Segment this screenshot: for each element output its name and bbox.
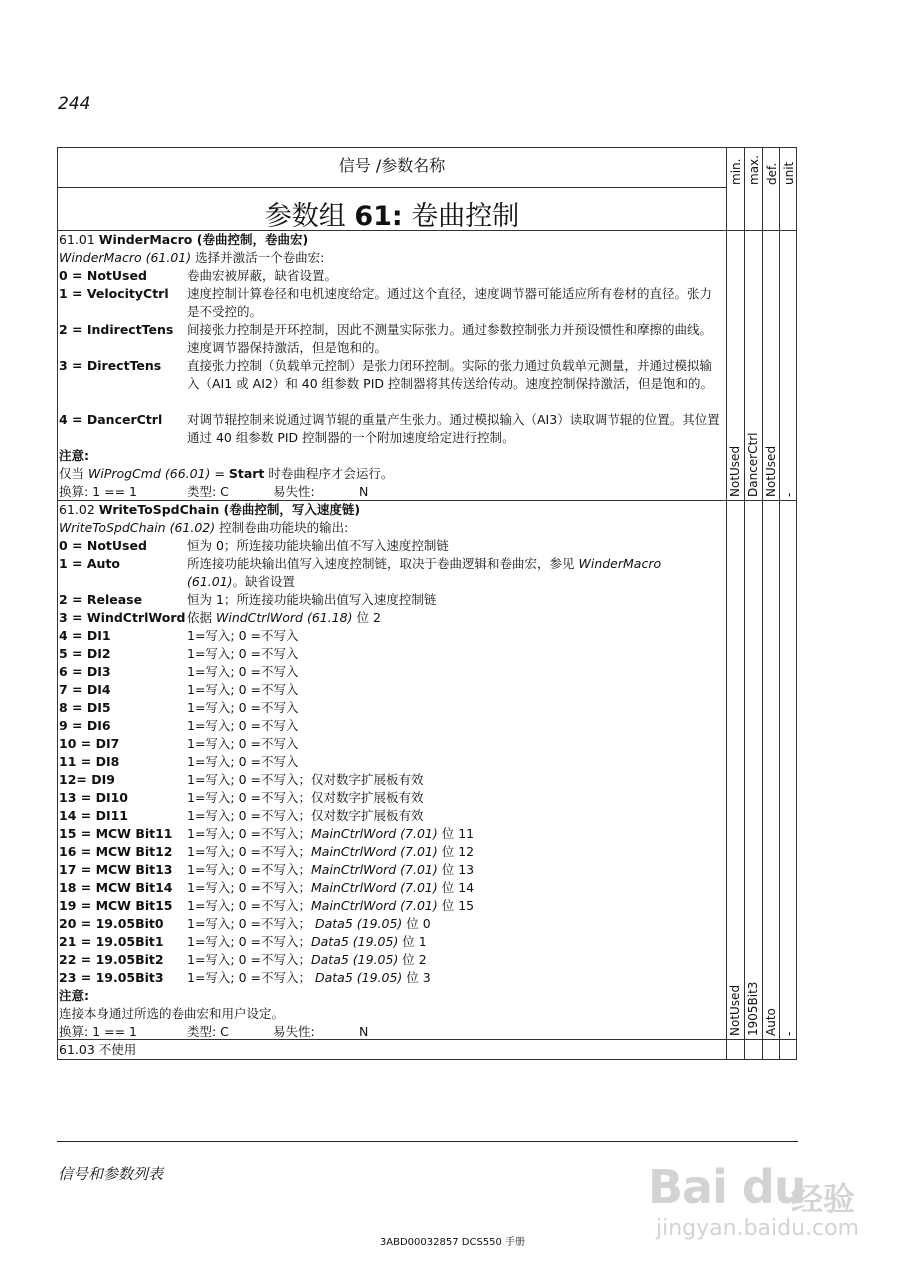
option-row xyxy=(59,735,725,753)
option-desc xyxy=(187,825,723,843)
option-row xyxy=(59,807,725,825)
p6101-max: DancerCtrl xyxy=(746,432,760,497)
option-desc xyxy=(187,879,723,897)
option-row xyxy=(59,861,725,879)
col-divider-min xyxy=(726,148,727,1059)
option-key: 23 = 19.05Bit3 xyxy=(59,970,164,985)
param-6101-note: 仅当 WiProgCmd (66.01) = Start 时卷曲程序才会运行。 xyxy=(59,466,394,481)
watermark-cn: 经验 xyxy=(791,1180,856,1218)
option-desc: 卷曲宏被屏蔽，缺省设置。 xyxy=(187,268,338,283)
col-divider-unit xyxy=(779,148,780,1059)
option-desc-pre: 1=写入; 0 =不写入； xyxy=(187,898,312,913)
option-desc xyxy=(187,915,723,933)
option-desc xyxy=(187,969,723,987)
option-key: 15 = MCW Bit11 xyxy=(59,826,173,841)
option-row xyxy=(59,933,725,951)
option-row xyxy=(59,627,725,645)
option-key: 1 = VelocityCtrl xyxy=(59,286,169,301)
option-row xyxy=(59,699,725,717)
option-key: 10 = DI7 xyxy=(59,736,120,751)
p6101-unit: - xyxy=(782,492,796,497)
option-row xyxy=(59,969,725,987)
header-divider xyxy=(58,187,726,188)
p6102-def: Auto xyxy=(764,1008,778,1036)
option-row xyxy=(59,321,725,357)
option-key: 7 = DI4 xyxy=(59,682,111,697)
p6101-min: NotUsed xyxy=(728,445,742,497)
option-key: 6 = DI3 xyxy=(59,664,111,679)
option-row: 0 = NotUsed 恒为 0；所连接功能块输出值不写入速度控制链 xyxy=(59,538,449,553)
option-row xyxy=(59,681,725,699)
option-key: 19 = MCW Bit15 xyxy=(59,898,173,913)
watermark-logo: Bai du xyxy=(648,1160,806,1214)
col-head-unit: unit xyxy=(782,161,796,185)
option-desc: 1=写入; 0 =不写入 xyxy=(187,682,299,697)
option-key: 14 = DI11 xyxy=(59,808,128,823)
option-desc-post: 位 11 xyxy=(437,826,475,841)
option-desc: 间接张力控制是开环控制，因此不测量实际张力。通过参数控制张力并预设惯性和摩擦的曲线。速度调节器保持激活，但是饱和的。 xyxy=(187,322,713,355)
option-desc: 1=写入; 0 =不写入 xyxy=(187,646,299,661)
option-row xyxy=(59,357,725,411)
option-desc-pre: 1=写入; 0 =不写入； xyxy=(187,826,312,841)
option-desc: 1=写入; 0 =不写入 xyxy=(187,664,299,679)
option-desc-pre: 1=写入; 0 =不写入； xyxy=(187,844,312,859)
col-head-def: def. xyxy=(765,162,779,185)
footer-doc-id: 3ABD00032857 DCS550 手册 xyxy=(379,1237,526,1248)
param-6102-meta: 换算: 1 == 1 类型: C 易失性: N xyxy=(59,1024,369,1039)
option-key: 13 = DI10 xyxy=(59,790,128,805)
option-desc xyxy=(187,951,723,969)
option-row xyxy=(59,825,725,843)
option-desc-ref: MainCtrlWord (7.01) xyxy=(311,898,438,913)
option-desc: 1=写入; 0 =不写入；仅对数字扩展板有效 xyxy=(187,808,424,823)
option-key: 20 = 19.05Bit0 xyxy=(59,916,164,931)
option-desc: 1=写入; 0 =不写入 xyxy=(187,736,299,751)
param-6101-meta: 换算: 1 == 1 类型: C 易失性: N xyxy=(59,484,369,499)
option-row: 3 = WindCtrlWord 依据 WindCtrlWord (61.18) 位 2 xyxy=(59,610,381,625)
option-key: 3 = DirectTens xyxy=(59,358,162,373)
option-desc xyxy=(187,897,723,915)
p6102-min: NotUsed xyxy=(728,984,742,1036)
option-desc-pre: 1=写入; 0 =不写入； xyxy=(187,970,315,985)
option-desc-post: 位 12 xyxy=(437,844,475,859)
option-desc-ref: MainCtrlWord (7.01) xyxy=(311,880,438,895)
option-row xyxy=(59,951,725,969)
page-number: 244 xyxy=(58,94,91,114)
option-desc-pre: 1=写入; 0 =不写入； xyxy=(187,862,312,877)
header-title: 信号 /参数名称 xyxy=(338,156,446,175)
p6101-def: NotUsed xyxy=(764,445,778,497)
option-key: 17 = MCW Bit13 xyxy=(59,862,173,877)
option-desc: 速度控制计算卷径和电机速度给定。通过这个直径，速度调节器可能适应所有卷材的直径。张力是不受控的。 xyxy=(187,286,713,319)
option-key: 4 = DI1 xyxy=(59,628,111,643)
option-desc: 1=写入; 0 =不写入 xyxy=(187,628,299,643)
param-6101-intro: WinderMacro (61.01) 选择并激活一个卷曲宏: xyxy=(59,250,325,265)
option-key: 18 = MCW Bit14 xyxy=(59,880,173,895)
watermark-url: jingyan.baidu.com xyxy=(656,1216,860,1241)
option-row xyxy=(59,411,725,447)
option-desc-pre: 1=写入; 0 =不写入； xyxy=(187,952,312,967)
option-desc-pre: 1=写入; 0 =不写入； xyxy=(187,934,312,949)
option-desc-post: 位 13 xyxy=(437,862,475,877)
option-desc-post: 位 2 xyxy=(398,952,427,967)
option-key: 12= DI9 xyxy=(59,772,115,787)
option-desc-ref: Data5 (19.05) xyxy=(315,970,403,985)
option-key: 16 = MCW Bit12 xyxy=(59,844,173,859)
option-desc: 对调节辊控制来说通过调节辊的重量产生张力。通过模拟输入（AI3）读取调节辊的位置。其位置通过 40 组参数 PID 控制器的一个附加速度给定进行控制。 xyxy=(187,412,720,445)
option-desc-post: 位 0 xyxy=(402,916,431,931)
option-row xyxy=(59,843,725,861)
option-desc: 1=写入; 0 =不写入 xyxy=(187,754,299,769)
p6102-unit: - xyxy=(782,1031,796,1036)
option-key: 22 = 19.05Bit2 xyxy=(59,952,164,967)
param-6102 xyxy=(59,501,725,1041)
option-row xyxy=(59,789,725,807)
baidu-watermark xyxy=(648,1152,868,1262)
option-desc: 直接张力控制（负载单元控制）是张力闭环控制。实际的张力通过负载单元测量，并通过模拟输入（AI1 或 AI2）和 40 组参数 PID 控制器将其传送给传动。速度控制保持激活，但是饱和的。 xyxy=(187,358,713,391)
option-key: 9 = DI6 xyxy=(59,718,111,733)
option-row xyxy=(59,915,725,933)
option-desc: 1=写入; 0 =不写入；仅对数字扩展板有效 xyxy=(187,772,424,787)
col-divider-max xyxy=(744,148,745,1059)
option-row: 2 = Release 恒为 1；所连接功能块输出值写入速度控制链 xyxy=(59,592,437,607)
option-desc-post: 位 14 xyxy=(437,880,475,895)
option-desc: 1=写入; 0 =不写入 xyxy=(187,718,299,733)
option-desc-ref: Data5 (19.05) xyxy=(311,934,399,949)
option-desc-ref: MainCtrlWord (7.01) xyxy=(311,826,438,841)
param-6103 xyxy=(59,1041,725,1059)
option-desc: 1=写入; 0 =不写入；仅对数字扩展板有效 xyxy=(187,790,424,805)
group-title: 参数组 61: 卷曲控制 xyxy=(264,201,520,232)
option-row xyxy=(59,879,725,897)
option-row xyxy=(59,753,725,771)
col-head-min: min. xyxy=(729,158,743,185)
option-desc-ref: Data5 (19.05) xyxy=(311,952,399,967)
option-desc xyxy=(187,933,723,951)
option-row: 1 = Auto 所连接功能块输出值写入速度控制链，取决于卷曲逻辑和卷曲宏，参见 WinderMacro (61.01)。缺省设置 xyxy=(59,556,662,589)
parameter-table xyxy=(57,147,797,1060)
option-row xyxy=(59,663,725,681)
option-row xyxy=(59,285,725,321)
footer-title: 信号和参数列表 xyxy=(58,1165,164,1183)
option-key: 2 = IndirectTens xyxy=(59,322,174,337)
param-6102-note: 连接本身通过所选的卷曲宏和用户设定。 xyxy=(59,1006,285,1021)
option-row xyxy=(59,717,725,735)
col-divider-def xyxy=(762,148,763,1059)
option-row xyxy=(59,771,725,789)
col-head-max: max. xyxy=(747,155,761,185)
option-key: 4 = DancerCtrl xyxy=(59,412,163,427)
option-row xyxy=(59,897,725,915)
option-desc-pre: 1=写入; 0 =不写入； xyxy=(187,880,312,895)
option-desc-post: 位 3 xyxy=(402,970,431,985)
option-key: 21 = 19.05Bit1 xyxy=(59,934,164,949)
option-desc-ref: Data5 (19.05) xyxy=(315,916,403,931)
option-desc-post: 位 15 xyxy=(437,898,475,913)
option-desc-ref: MainCtrlWord (7.01) xyxy=(311,862,438,877)
option-key: 5 = DI2 xyxy=(59,646,111,661)
option-desc-pre: 1=写入; 0 =不写入； xyxy=(187,916,315,931)
option-row xyxy=(59,645,725,663)
option-desc: 1=写入; 0 =不写入 xyxy=(187,700,299,715)
option-desc-ref: MainCtrlWord (7.01) xyxy=(311,844,438,859)
option-desc-post: 位 1 xyxy=(398,934,427,949)
option-key: 0 = NotUsed xyxy=(59,268,147,283)
param-6101-note-label: 注意: xyxy=(59,448,89,463)
option-row xyxy=(59,267,725,285)
option-desc xyxy=(187,843,723,861)
param-6101-title: 61.01 WinderMacro (卷曲控制，卷曲宏) xyxy=(59,232,309,247)
param-6103-label: 61.03 不使用 xyxy=(59,1042,137,1057)
option-key: 8 = DI5 xyxy=(59,700,111,715)
option-desc xyxy=(187,861,723,879)
param-6101 xyxy=(59,231,725,501)
option-key: 11 = DI8 xyxy=(59,754,120,769)
footer-rule xyxy=(57,1141,798,1142)
param-6102-title: 61.02 WriteToSpdChain (卷曲控制，写入速度链) xyxy=(59,502,361,517)
p6102-max: 1905Bit3 xyxy=(746,981,760,1036)
param-6102-note-label: 注意: xyxy=(59,988,89,1003)
param-6102-intro: WriteToSpdChain (61.02) 控制卷曲功能块的输出: xyxy=(59,520,349,535)
